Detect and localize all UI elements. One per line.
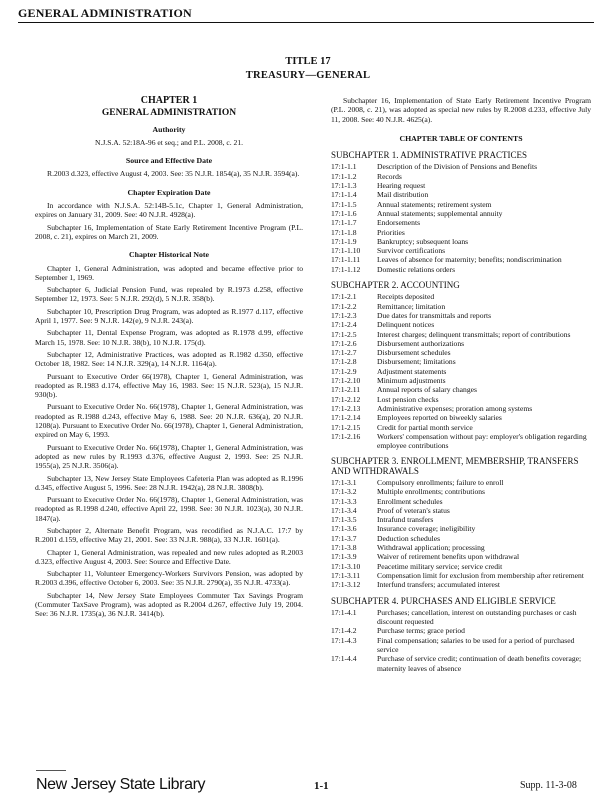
toc-entry: [331, 413, 591, 422]
section-number: 17:1-3.8: [331, 543, 357, 553]
section-number: 17:1-2.14: [331, 413, 361, 423]
section-title: Bankruptcy; subsequent loans: [377, 236, 469, 246]
history-paragraph: Subchapter 6, Judicial Pension Fund, was repealed by R.1973 d.258, effective September 12, 1973. See: 5 N.J.R. 292(d), 5 N.J.R. 358(b).: [35, 285, 303, 304]
toc-entry: [331, 172, 591, 181]
toc-entry: [331, 181, 591, 190]
toc-entry: [331, 190, 591, 199]
section-number: 17:1-2.13: [331, 403, 361, 413]
section-title: Compulsory enrollments; failure to enroll: [377, 477, 504, 487]
toc-entry: [331, 580, 591, 589]
section-title: Administrative expenses; proration among systems: [377, 403, 533, 413]
section-title: Minimum adjustments: [377, 376, 446, 386]
section-title: Compensation limit for exclusion from membership after retirement: [377, 570, 584, 580]
section-title: Intrafund transfers: [377, 515, 434, 525]
section-number: 17:1-2.15: [331, 422, 361, 432]
section-title: Survivor certifications: [377, 246, 446, 256]
section-number: 17:1-1.9: [331, 236, 357, 246]
section-number: 17:1-2.16: [331, 431, 361, 441]
section-title: Leaves of absence for maternity; benefits; nondiscrimination: [377, 255, 562, 265]
toc-entry: [331, 255, 591, 264]
expiration-paragraph: Subchapter 16, Implementation of State Early Retirement Incentive Program (P.L. 2008, c. 21), expires on March 21, 2009.: [35, 222, 303, 241]
title: TITLE 17: [285, 56, 331, 67]
section-number: 17:1-1.1: [331, 162, 357, 172]
toc-entry: [331, 228, 591, 237]
section-title: Lost pension checks: [377, 394, 439, 404]
toc-entry: [331, 320, 591, 329]
toc-entry: [331, 506, 591, 515]
toc-entry: [331, 265, 591, 274]
history-paragraph: Pursuant to Executive Order 66(1978), Chapter 1, General Administration, was readopted as R.1983 d.174, effective May 16, 1983. See: 15 N.J.R. 523(a), 15 N.J.R. 930(b).: [35, 371, 303, 400]
history-heading: Chapter Historical Note: [129, 250, 209, 260]
toc-entry: [331, 302, 591, 311]
subchapter-heading: SUBCHAPTER 1. ADMINISTRATIVE PRACTICES: [331, 150, 528, 161]
section-number: 17:1-2.9: [331, 366, 357, 376]
section-number: 17:1-1.11: [331, 255, 361, 265]
section-number: 17:1-2.1: [331, 292, 357, 302]
toc-entry: [331, 552, 591, 561]
section-title: Deduction schedules: [377, 533, 441, 543]
section-title: Disbursement schedules: [377, 348, 451, 358]
history-paragraph: Subchapter 11, Dental Expense Program, was adopted as R.1978 d.99, effective March 15, 1978. See: 10 N.J.R. 38(b), 10 N.J.R. 175(d).: [35, 328, 303, 347]
toc-heading: CHAPTER TABLE OF CONTENTS: [399, 133, 523, 143]
history-paragraph: Subchapter 13, New Jersey State Employees Cafeteria Plan was adopted as R.1996 d.345, effective August 5, 1996. See: 28 N.J.R. 1942(a), 28 N.J.R. 3808(b).: [35, 473, 303, 492]
toc-entry: [331, 367, 591, 376]
section-number: 17:1-1.2: [331, 171, 357, 181]
section-title: Final compensation; salaries to be used for a period of purchased service: [377, 635, 575, 655]
section-number: 17:1-4.3: [331, 635, 357, 645]
section-number: 17:1-2.6: [331, 338, 357, 348]
table-of-contents: [331, 151, 591, 673]
toc-entry: [331, 330, 591, 339]
left-column: [35, 96, 303, 622]
section-number: 17:1-1.10: [331, 246, 361, 256]
toc-entry: [331, 524, 591, 533]
section-title: Adjustment statements: [377, 366, 447, 376]
section-title: Mail distribution: [377, 190, 429, 200]
section-number: 17:1-3.10: [331, 561, 361, 571]
toc-entry: [331, 357, 591, 366]
toc-entry: [331, 404, 591, 413]
history-paragraph: Pursuant to Executive Order No. 66(1978), Chapter 1, General Administration, was readopted as R.1988 d.243, effective May 6, 1988. See: 20 N.J.R. 636(a), 20 N.J.R. 1208(a). Pursuant to Executive Order No. 66(1978), Chapter 1, General Administration, expired on May 6, 1993.: [35, 402, 303, 440]
toc-entry: [331, 608, 591, 627]
section-title: Interest charges; delinquent transmittals; report of contributions: [377, 329, 571, 339]
toc-entry: [331, 626, 591, 635]
section-title: Workers' compensation without pay: employer's obligation regarding employee contributions: [377, 431, 587, 451]
historical-notes: [35, 264, 303, 619]
section-title: Employees reported on biweekly salaries: [377, 413, 502, 423]
toc-entry: [331, 487, 591, 496]
history-paragraph: Chapter 1, General Administration, was adopted and became effective prior to September 1, 1969.: [35, 263, 303, 282]
section-title: Domestic relations orders: [377, 264, 456, 274]
expiration-notes: [35, 201, 303, 241]
section-number: 17:1-4.1: [331, 607, 357, 617]
section-number: 17:1-3.5: [331, 515, 357, 525]
section-title: Purchases; cancellation, interest on outstanding purchases or cash discount requested: [377, 607, 577, 627]
toc-entry: [331, 497, 591, 506]
toc-entry: [331, 339, 591, 348]
section-number: 17:1-3.6: [331, 524, 357, 534]
toc-entry: [331, 571, 591, 580]
section-title: Credit for partial month service: [377, 422, 473, 432]
section-number: 17:1-3.9: [331, 552, 357, 562]
toc-entry: [331, 348, 591, 357]
section-title: Annual reports of salary changes: [377, 385, 477, 395]
section-number: 17:1-2.8: [331, 357, 357, 367]
history-paragraph: Pursuant to Executive Order No. 66(1978), Chapter 1, General Administration, was adopted as new rules by R.1993 d.376, effective August 2, 1993. See: 25 N.J.R. 1955(a), 25 N.J.R. 3506(a).: [35, 442, 303, 471]
toc-entry: [331, 237, 591, 246]
source-heading: Source and Effective Date: [125, 156, 213, 166]
toc-entry: [331, 292, 591, 301]
toc-entry: [331, 432, 591, 451]
toc-entry: [331, 311, 591, 320]
toc-entry: [331, 636, 591, 655]
section-number: 17:1-2.11: [331, 385, 361, 395]
toc-entry: [331, 423, 591, 432]
section-title: Annual statements; supplemental annuity: [377, 208, 503, 218]
section-number: 17:1-3.1: [331, 477, 357, 487]
history-paragraph: Pursuant to Executive Order No. 66(1978), Chapter 1, General Administration, was readopted as R.1998 d.240, effective April 22, 1998. See: 30 N.J.R. 1023(a), 30 N.J.R. 1847(a).: [35, 495, 303, 523]
section-title: Priorities: [377, 227, 405, 237]
toc-entry: [331, 385, 591, 394]
expiration-paragraph: In accordance with N.J.S.A. 52:14B-5.1c, Chapter 1, General Administration, expires on January 31, 2009. See: 40 N.J.R. 4928(a).: [35, 201, 303, 220]
section-number: 17:1-2.12: [331, 394, 361, 404]
toc-entry: [331, 534, 591, 543]
section-title: Delinquent notices: [377, 320, 435, 330]
toc-entry: [331, 515, 591, 524]
toc-entry: [331, 654, 591, 673]
section-number: 17:1-4.4: [331, 654, 357, 664]
section-number: 17:1-2.4: [331, 320, 357, 330]
section-number: 17:1-3.7: [331, 533, 357, 543]
history-paragraph: Chapter 1, General Administration, was repealed and new rules adopted as R.2003 d.323, effective August 4, 2003. See: Source and Effective Date.: [35, 547, 303, 566]
section-number: 17:1-3.11: [331, 570, 361, 580]
section-title: Purchase of service credit; continuation of death benefits coverage; maternity leaves of absence: [377, 654, 582, 673]
section-number: 17:1-1.8: [331, 227, 357, 237]
history-paragraph: Subchapter 11, Volunteer Emergency-Workers Survivors Pension, was adopted by R.2003 d.396, effective October 6, 2003. See: 35 N.J.R. 2790(a), 35 N.J.R. 4733(a).: [35, 569, 303, 588]
section-title: Purchase terms; grace period: [377, 626, 465, 636]
supplement-date: Supp. 11-3-08: [520, 780, 577, 791]
section-title: Annual statements; retirement system: [377, 199, 492, 209]
subtitle: TREASURY—GENERAL: [245, 70, 371, 81]
toc-entry: [331, 246, 591, 255]
section-number: 17:1-3.4: [331, 505, 357, 515]
section-title: Proof of veteran's status: [377, 505, 450, 515]
right-column: [331, 96, 591, 673]
section-number: 17:1-4.2: [331, 626, 357, 636]
section-title: Hearing request: [377, 181, 426, 191]
expiration-heading: Chapter Expiration Date: [127, 187, 211, 197]
toc-entry: [331, 200, 591, 209]
header-rule: [18, 22, 594, 23]
toc-entry: [331, 478, 591, 487]
source-text: R.2003 d.323, effective August 4, 2003. See: 35 N.J.R. 1854(a), 35 N.J.R. 3594(a).: [47, 169, 300, 179]
subchapter-heading: SUBCHAPTER 2. ACCOUNTING: [331, 280, 460, 291]
toc-entry: [331, 543, 591, 552]
section-title: Receipts deposited: [377, 292, 435, 302]
footer-rule: [36, 770, 66, 771]
chapter-name: GENERAL ADMINISTRATION: [101, 108, 237, 119]
section-title: Due dates for transmittals and reports: [377, 310, 492, 320]
section-title: Description of the Division of Pensions and Benefits: [377, 162, 538, 172]
history-paragraph: Subchapter 14, New Jersey State Employees Commuter Tax Savings Program (Commuter TaxSave Program), was adopted as R.2004 d.267, effective July 19, 2004. See: 36 N.J.R. 1735(a), 36 N.J.R. 3414(b).: [35, 590, 303, 619]
toc-entry: [331, 376, 591, 385]
chapter-number: CHAPTER 1: [140, 95, 198, 106]
toc-entry: [331, 218, 591, 227]
section-number: 17:1-3.12: [331, 580, 361, 590]
section-title: Withdrawal application; processing: [377, 543, 485, 553]
right-intro: Subchapter 16, Implementation of State Early Retirement Incentive Program (P.L. 2008, c. 21), was adopted as special new rules by R.2008 d.233, effective July 11, 2008. See: 40 N.J.R. 4625(a).: [331, 96, 591, 124]
section-number: 17:1-2.2: [331, 301, 357, 311]
section-title: Remittance; limitation: [377, 301, 446, 311]
history-paragraph: Subchapter 10, Prescription Drug Program, was adopted as R.1977 d.117, effective April 1, 1977. See: 9 N.J.R. 142(e), 9 N.J.R. 243(a).: [35, 306, 303, 326]
section-number: 17:1-3.2: [331, 487, 357, 497]
section-title: Enrollment schedules: [377, 496, 443, 506]
subchapter-heading: SUBCHAPTER 4. PURCHASES AND ELIGIBLE SERVICE: [331, 595, 556, 606]
section-number: 17:1-2.10: [331, 376, 361, 386]
section-number: 17:1-1.6: [331, 208, 357, 218]
section-title: Multiple enrollments; contributions: [377, 487, 485, 497]
section-title: Peacetime military service; service credit: [377, 561, 503, 571]
section-title: Insurance coverage; ineligibility: [377, 524, 476, 534]
section-title: Records: [377, 171, 402, 181]
section-number: 17:1-1.3: [331, 181, 357, 191]
subchapter-heading: SUBCHAPTER 3. ENROLLMENT, MEMBERSHIP, TRANSFERS AND WITHDRAWALS: [331, 456, 579, 476]
section-number: 17:1-3.3: [331, 496, 357, 506]
section-number: 17:1-1.4: [331, 190, 357, 200]
section-title: Waiver of retirement benefits upon withdrawal: [377, 552, 520, 562]
toc-entry: [331, 562, 591, 571]
toc-entry: [331, 209, 591, 218]
history-paragraph: Subchapter 2, Alternate Benefit Program, was recodified as N.J.A.C. 17:7 by R.2001 d.159, effective May 21, 2001. See: 33 N.J.R. 988(a), 33 N.J.R. 1601(a).: [35, 525, 303, 545]
authority-text: N.J.S.A. 52:18A-96 et seq.; and P.L. 2008, c. 21.: [94, 137, 244, 147]
section-title: Endorsements: [377, 218, 421, 228]
history-paragraph: Subchapter 12, Administrative Practices, was adopted as R.1982 d.350, effective October 18, 1982. See: 14 N.J.R. 329(a), 14 N.J.R. 1164(a).: [35, 349, 303, 369]
section-title: Disbursement; limitations: [377, 357, 456, 367]
section-number: 17:1-2.3: [331, 310, 357, 320]
toc-entry: [331, 162, 591, 171]
section-number: 17:1-1.7: [331, 218, 357, 228]
section-title: Interfund transfers; accumulated interest: [377, 580, 500, 590]
section-number: 17:1-1.12: [331, 264, 361, 274]
toc-entry: [331, 395, 591, 404]
authority-heading: Authority: [152, 124, 186, 134]
page-number: 1-1: [314, 780, 329, 792]
section-number: 17:1-1.5: [331, 199, 357, 209]
library-watermark: New Jersey State Library: [36, 776, 206, 793]
section-number: 17:1-2.7: [331, 348, 357, 358]
section-number: 17:1-2.5: [331, 329, 357, 339]
section-title: Disbursement authorizations: [377, 338, 465, 348]
running-header: GENERAL ADMINISTRATION: [18, 6, 192, 20]
